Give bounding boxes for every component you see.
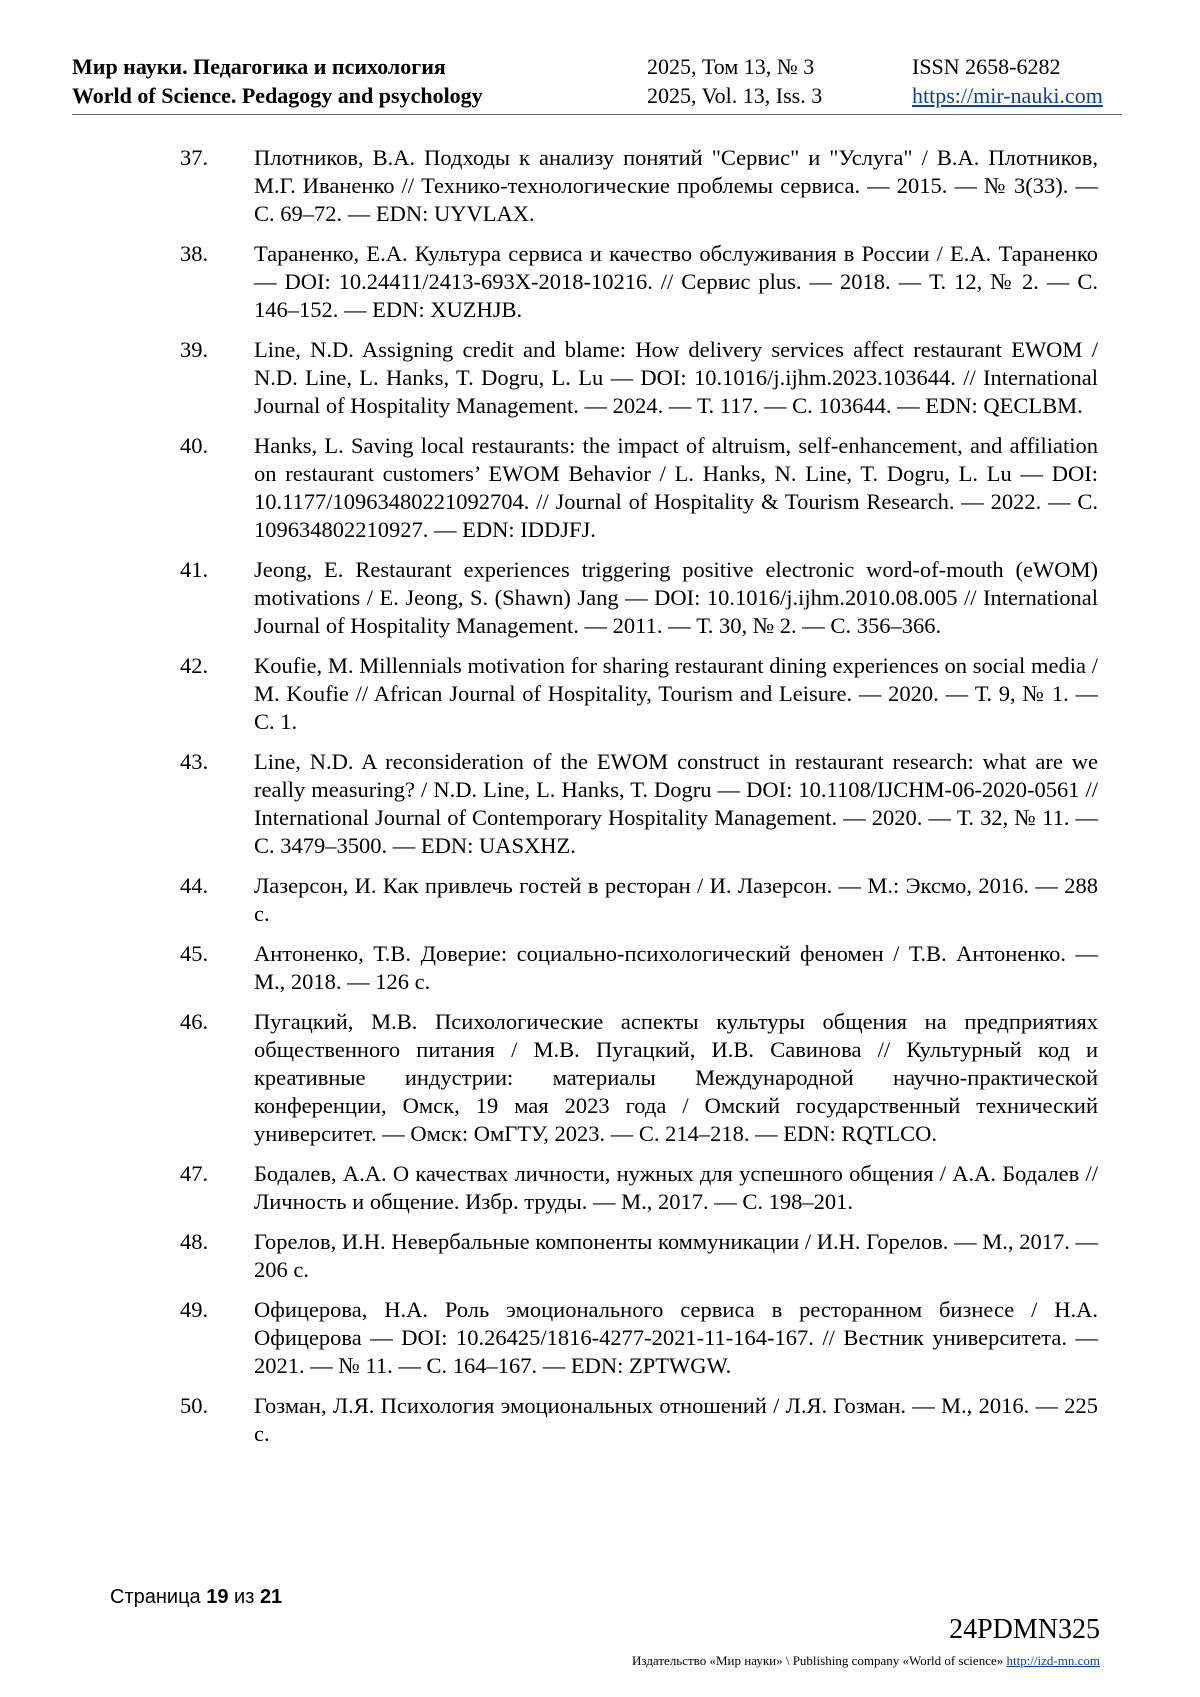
reference-item [180, 336, 1098, 420]
page-total: 21 [259, 1586, 283, 1608]
reference-text: Плотников, В.А. Подходы к анализу понятий "Сервис" и "Услуга" / В.А. Плотников, М.Г. Иваненко // Технико-технологические проблемы сервиса. — 2015. — № 3(33). — С. 69–72. — EDN: UYVLAX. [254, 145, 1098, 226]
reference-text: Пугацкий, М.В. Психологические аспекты культуры общения на предприятиях общественного питания / М.В. Пугацкий, И.В. Савинова // Культурный код и креативные индустрии: материалы Международной научно-практической конференции, Омск, 19 мая 2023 года / Омский государственный технический университет. — Омск: ОмГТУ, 2023. — С. 214–218. — EDN: RQTLCO. [254, 1009, 1098, 1146]
journal-header [72, 50, 1122, 115]
reference-item [180, 1008, 1098, 1148]
page-of: из [234, 1586, 255, 1608]
reference-number: 38. [180, 241, 209, 266]
reference-item [180, 1392, 1098, 1448]
reference-number: 40. [180, 433, 209, 458]
reference-text: Hanks, L. Saving local restaurants: the impact of altruism, self-enhancement, and affiliation on restaurant customers’ EWOM Behavior / L. Hanks, N. Line, T. Dogru, L. Lu — DOI: 10.1177/10963480221092704. // Journal of Hospitality & Tourism Research. — 2022. — С. 109634802210927. — EDN: IDDJFJ. [254, 433, 1098, 542]
reference-number: 46. [180, 1009, 209, 1034]
reference-item [180, 1160, 1098, 1216]
article-code: 24PDMN325 [949, 1614, 1100, 1645]
reference-item [180, 872, 1098, 928]
reference-item [180, 144, 1098, 228]
reference-number: 42. [180, 653, 209, 678]
reference-number: 43. [180, 749, 209, 774]
reference-number: 48. [180, 1229, 209, 1254]
reference-text: Тараненко, Е.А. Культура сервиса и качество обслуживания в России / Е.А. Тараненко — DOI: 10.24411/2413-693X-2018-10216. // Сервис plus. — 2018. — Т. 12, № 2. — С. 146–152. — EDN: XUZHJB. [254, 241, 1098, 322]
journal-title-en: World of Science. Pedagogy and psychology [72, 83, 483, 108]
reference-number: 41. [180, 557, 209, 582]
reference-number: 37. [180, 145, 209, 170]
page-label: Страница [110, 1586, 201, 1608]
reference-text: Антоненко, Т.В. Доверие: социально-психологический феномен / Т.В. Антоненко. — М., 2018. — 126 с. [254, 941, 1098, 994]
reference-item [180, 652, 1098, 736]
reference-number: 45. [180, 941, 209, 966]
reference-item [180, 432, 1098, 544]
reference-text: Jeong, E. Restaurant experiences triggering positive electronic word-of-mouth (eWOM) motivations / E. Jeong, S. (Shawn) Jang — DOI: 10.1016/j.ijhm.2010.08.005 // International Journal of Hospitality Management. — 2011. — Т. 30, № 2. — С. 356–366. [254, 557, 1098, 638]
page-current: 19 [206, 1586, 229, 1608]
reference-text: Бодалев, А.А. О качествах личности, нужных для успешного общения / А.А. Бодалев // Личность и общение. Избр. труды. — М., 2017. — С. 198–201. [254, 1161, 1098, 1214]
reference-item [180, 240, 1098, 324]
reference-list [180, 144, 1098, 1460]
issn-block [912, 52, 1103, 110]
page-counter [110, 1586, 282, 1609]
publisher-line [632, 1653, 1100, 1669]
reference-text: Лазерсон, И. Как привлечь гостей в ресторан / И. Лазерсон. — М.: Эксмо, 2016. — 288 с. [254, 873, 1098, 926]
journal-website-link[interactable]: https://mir-nauki.com [912, 83, 1103, 108]
reference-number: 44. [180, 873, 209, 898]
reference-text: Line, N.D. A reconsideration of the EWOM construct in restaurant research: what are we really measuring? / N.D. Line, L. Hanks, T. Dogru — DOI: 10.1108/IJCHM-06-2020-0561 // International Journal of Contemporary Hospitality Management. — 2020. — Т. 32, № 11. — С. 3479–3500. — EDN: UASXHZ. [254, 749, 1098, 858]
reference-item [180, 1228, 1098, 1284]
reference-number: 39. [180, 337, 209, 362]
reference-item [180, 940, 1098, 996]
issue-info-ru: 2025, Том 13, № 3 [647, 54, 815, 79]
issn: ISSN 2658-6282 [912, 54, 1061, 79]
issue-info-en: 2025, Vol. 13, Iss. 3 [647, 83, 823, 108]
reference-item [180, 748, 1098, 860]
issue-info-block [647, 52, 822, 110]
publisher-text: Издательство «Мир науки» \ Publishing company «World of science» [632, 1653, 1004, 1668]
reference-text: Гозман, Л.Я. Психология эмоциональных отношений / Л.Я. Гозман. — М., 2016. — 225 с. [254, 1393, 1098, 1446]
journal-title-block [72, 52, 483, 110]
reference-text: Koufie, M. Millennials motivation for sharing restaurant dining experiences on social media / M. Koufie // African Journal of Hospitality, Tourism and Leisure. — 2020. — Т. 9, № 1. — С. 1. [254, 653, 1098, 734]
reference-text: Горелов, И.Н. Невербальные компоненты коммуникации / И.Н. Горелов. — М., 2017. — 206 с. [254, 1229, 1098, 1282]
reference-number: 49. [180, 1297, 209, 1322]
reference-item [180, 556, 1098, 640]
reference-text: Line, N.D. Assigning credit and blame: How delivery services affect restaurant EWOM / N.D. Line, L. Hanks, T. Dogru, L. Lu — DOI: 10.1016/j.ijhm.2023.103644. // International Journal of Hospitality Management. — 2024. — Т. 117. — С. 103644. — EDN: QECLBM. [254, 337, 1098, 418]
reference-number: 50. [180, 1393, 209, 1418]
publisher-link[interactable]: http://izd-mn.com [1006, 1653, 1100, 1668]
reference-item [180, 1296, 1098, 1380]
reference-number: 47. [180, 1161, 209, 1186]
journal-title-ru: Мир науки. Педагогика и психология [72, 54, 446, 79]
reference-text: Офицерова, Н.А. Роль эмоционального сервиса в ресторанном бизнесе / Н.А. Офицерова — DOI: 10.26425/1816-4277-2021-11-164-167. // Вестник университета. — 2021. — № 11. — С. 164–167. — EDN: ZPTWGW. [254, 1297, 1098, 1378]
